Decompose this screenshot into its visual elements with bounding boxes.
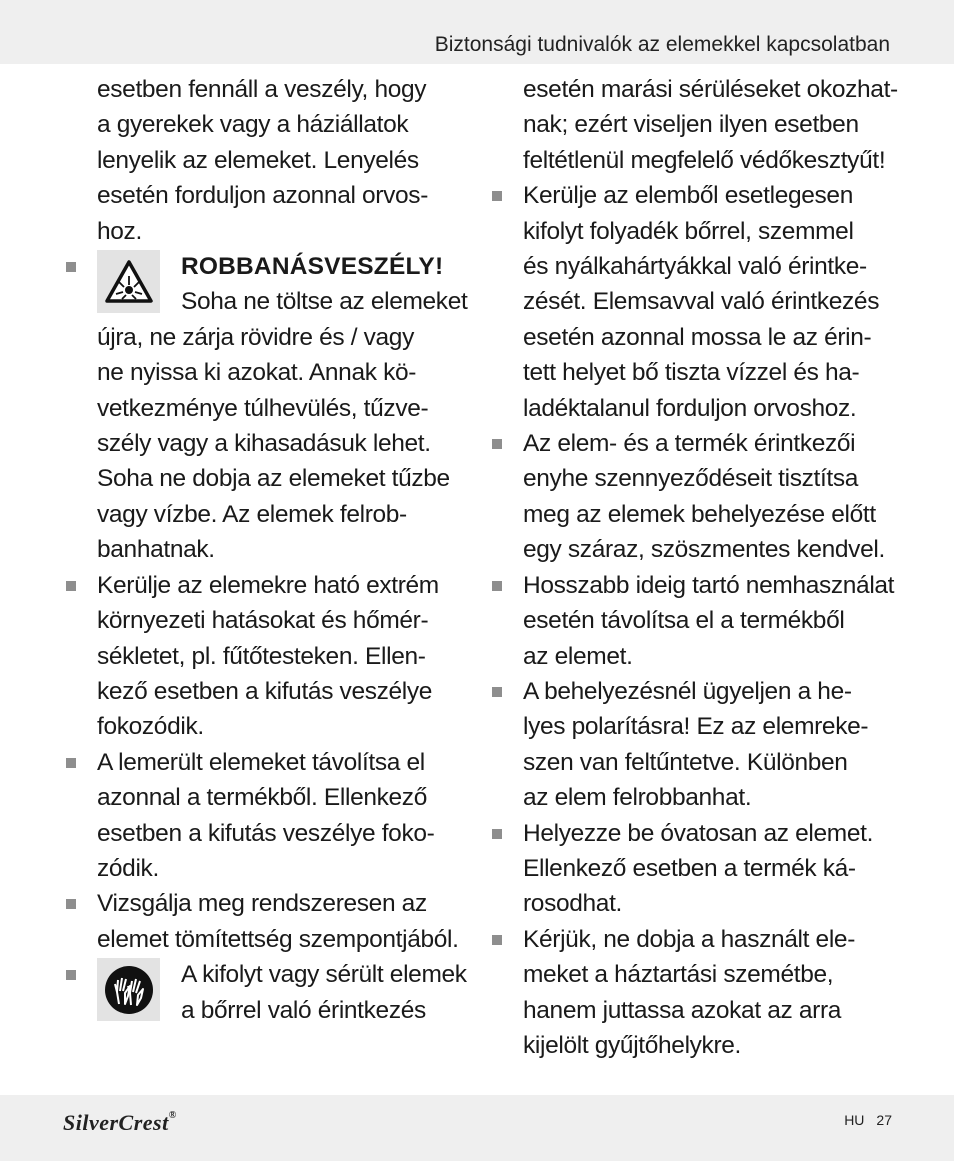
bullet-square (492, 935, 502, 945)
explosion-warning-icon (97, 250, 160, 313)
list-item (62, 745, 466, 887)
text-line: lyes polarításra! Ez az elemreke- (523, 713, 869, 741)
text-line: Soha ne dobja az elemeket tűzbe (97, 465, 450, 493)
text-line: Helyezze be óvatosan az elemet. (523, 819, 874, 847)
page-header-title: Biztonsági tudnivalók az elemekkel kapcsolatban (434, 33, 890, 56)
text-line: esetben fennáll a veszély, hogy (97, 76, 427, 103)
bullet-square (492, 829, 502, 839)
text-line: az elem felrobbanhat. (523, 784, 752, 812)
text-line: Hosszabb ideig tartó nemhasználat (523, 571, 895, 599)
list-item (62, 886, 466, 957)
left-intro-paragraph (62, 72, 466, 249)
brand-logo (63, 1110, 177, 1136)
text-line: újra, ne zárja rövidre és / vagy (97, 323, 414, 351)
text-line: ladéktalanul forduljon orvoshoz. (523, 394, 857, 422)
text-line: meket a háztartási szemétbe, (523, 961, 834, 989)
text-line: azonnal a termékből. Ellenkező (97, 784, 427, 812)
text-line: rosodhat. (523, 890, 623, 918)
text-line: esetén azonnal mossa le az érin- (523, 323, 872, 351)
text-line: az elemet. (523, 642, 633, 670)
registered-mark: ® (168, 1110, 177, 1121)
protective-gloves-icon (97, 958, 160, 1021)
list-item (488, 426, 898, 568)
explosion-warning-item (62, 249, 466, 568)
text-line: A behelyezésnél ügyeljen a he- (523, 677, 852, 705)
text-line: kifolyt folyadék bőrrel, szemmel (523, 217, 854, 245)
left-column (62, 72, 466, 1028)
bullet-square (66, 970, 76, 980)
text-line: A lemerült elemeket távolítsa el (97, 748, 425, 776)
page-number: 27 (876, 1112, 892, 1128)
text-line: feltétlenül megfelelő védőkesztyűt! (523, 146, 886, 174)
language-code: HU (844, 1112, 865, 1128)
text-line: esetén marási sérüléseket okozhat- (523, 76, 898, 103)
text-line: Az elem- és a termék érintkezői (523, 430, 856, 458)
list-item (488, 674, 898, 816)
text-line: Vizsgálja meg rendszeresen az (97, 890, 427, 918)
text-line: hoz. (97, 217, 142, 245)
bullet-square (66, 758, 76, 768)
text-line: Kerülje az elemből esetlegesen (523, 182, 853, 210)
text-line: vagy vízbe. Az elemek felrob- (97, 500, 407, 528)
bullet-square (492, 687, 502, 697)
text-line: A kifolyt vagy sérült elemek (181, 961, 467, 989)
bullet-square (492, 439, 502, 449)
bullet-square (66, 262, 76, 272)
text-line: a gyerekek vagy a háziállatok (97, 111, 409, 139)
text-line: elemet tömítettség szempontjából. (97, 925, 459, 953)
right-column (488, 72, 898, 1063)
bullet-square (492, 191, 502, 201)
text-line: esetben a kifutás veszélye foko- (97, 819, 435, 847)
text-line: ne nyissa ki azokat. Annak kö- (97, 359, 417, 387)
text-line: banhatnak. (97, 536, 215, 564)
text-line: esetén forduljon azonnal orvos- (97, 182, 429, 210)
text-line: sékletet, pl. fűtőtesteken. Ellen- (97, 642, 426, 670)
list-item (488, 816, 898, 922)
text-line: esetén távolítsa el a termékből (523, 607, 845, 635)
page-info (844, 1112, 892, 1128)
text-line: szen van feltűntetve. Különben (523, 748, 848, 776)
text-line: vetkezménye túlhevülés, tűzve- (97, 394, 429, 422)
text-line: fokozódik. (97, 713, 204, 741)
warning-title: ROBBANÁSVESZÉLY! (181, 253, 444, 281)
list-item (62, 568, 466, 745)
text-line: Kérjük, ne dobja a használt ele- (523, 925, 856, 953)
text-line: Soha ne töltse az elemeket (181, 288, 468, 316)
text-line: Ellenkező esetben a termék ká- (523, 854, 856, 882)
right-intro-paragraph (488, 72, 898, 178)
text-line: egy száraz, szöszmentes kendvel. (523, 536, 885, 564)
text-line: zódik. (97, 854, 159, 882)
text-line: szély vagy a kihasadásuk lehet. (97, 430, 431, 458)
list-item (488, 922, 898, 1064)
text-line: enyhe szennyeződéseit tisztítsa (523, 465, 859, 493)
text-line: kijelölt gyűjtőhelykre. (523, 1031, 742, 1059)
text-line: és nyálkahártyákkal való érintke- (523, 253, 867, 281)
text-line: nak; ezért viseljen ilyen esetben (523, 111, 859, 139)
text-line: meg az elemek behelyezése előtt (523, 500, 876, 528)
text-line: zését. Elemsavval való érintkezés (523, 288, 880, 316)
text-line: lenyelik az elemeket. Lenyelés (97, 146, 419, 174)
text-line: Kerülje az elemekre ható extrém (97, 571, 439, 599)
text-line: hanem juttassa azokat az arra (523, 996, 842, 1024)
gloves-warning-item (62, 957, 466, 1028)
brand-name: SilverCrest (63, 1110, 169, 1135)
bullet-square (66, 899, 76, 909)
list-item (488, 568, 898, 674)
text-line: kező esetben a kifutás veszélye (97, 677, 433, 705)
text-line: tett helyet bő tiszta vízzel és ha- (523, 359, 860, 387)
text-line: környezeti hatásokat és hőmér- (97, 607, 429, 635)
text-line: a bőrrel való érintkezés (181, 996, 426, 1024)
bullet-square (66, 581, 76, 591)
bullet-square (492, 581, 502, 591)
list-item (488, 178, 898, 426)
